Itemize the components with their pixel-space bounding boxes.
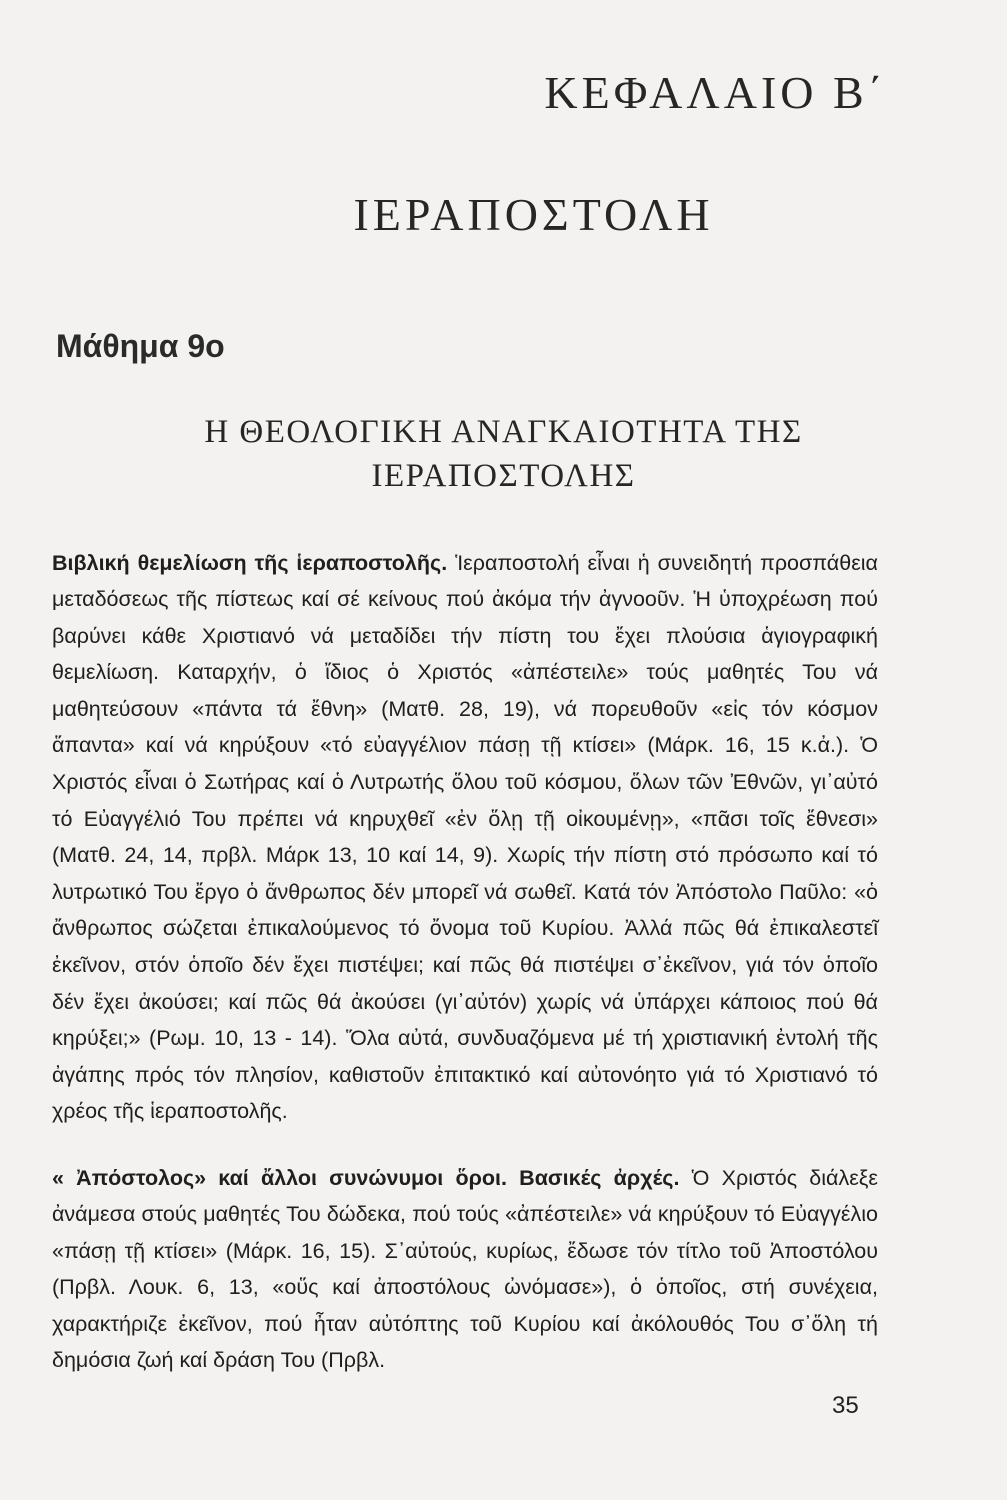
- paragraph-biblical-foundation: [52, 545, 878, 1131]
- paragraph-body: Ὁ Χριστός διάλεξε ἀνάμεσα στούς μαθητές Του δώδεκα, πού τούς «ἀπέστειλε» νά κηρύξουν τό Εὐαγγέλιο «πάσῃ τῇ κτίσει» (Μάρκ. 16, 15). Σ᾿αὐτούς, κυρίως, ἔδωσε τόν τίτλο τοῦ Ἀποστόλου (Πρβλ. Λουκ. 6, 13, «οὕς καί ἀποστόλους ὠνόμασε»), ὁ ὁποῖος, στή συνέχεια, χαρακτήριζε ἐκεῖνον, πού ἦταν αὐτόπτης τοῦ Κυρίου καί ἀκόλουθός Του σ᾿ὅλη τή δημόσια ζωή καί δράση Του (Πρβλ.: [52, 1165, 878, 1373]
- lesson-title-line-1: Η ΘΕΟΛΟΓΙΚΗ ΑΝΑΓΚΑΙΟΤΗΤΑ ΤΗΣ: [204, 414, 803, 450]
- lesson-title-line-2: ΙΕΡΑΠΟΣΤΟΛΗΣ: [371, 458, 636, 494]
- chapter-heading: ΚΕΦΑΛΑΙΟ Β΄: [544, 67, 887, 118]
- section-title: ΙΕΡΑΠΟΣΤΟΛΗ: [353, 189, 714, 240]
- lesson-label: Μάθημα 9ο: [56, 328, 225, 364]
- paragraph-apostle-terms: [52, 1160, 878, 1380]
- page-number: 35: [832, 1392, 859, 1419]
- lesson-title: [60, 410, 947, 498]
- paragraph-lead-heading: Βιβλική θεμελίωση τῆς ἱεραποστολῆς.: [52, 550, 448, 575]
- paragraph-lead-heading: « Ἀπόστολος» καί ἄλλοι συνώνυμοι ὅροι. Βασικές ἀρχές.: [52, 1165, 680, 1190]
- paragraph-body: Ἱεραποστολή εἶναι ἡ συνειδητή προσπάθεια μεταδόσεως τῆς πίστεως καί σέ κείνους πού ἀκόμα τήν ἀγνοοῦν. Ἡ ὑποχρέωση πού βαρύνει κάθε Χριστιανό νά μεταδίδει τήν πίστη του ἔχει πλούσια ἁγιογραφική θεμελίωση. Καταρχήν, ὁ ἴδιος ὁ Χριστός «ἀπέστειλε» τούς μαθητές Του νά μαθητεύσουν «πάντα τά ἔθνη» (Ματθ. 28, 19), νά πορευθοῦν «εἰς τόν κόσμον ἅπαντα» καί νά κηρύξουν «τό εὐαγγέλιον πάσῃ τῇ κτίσει» (Μάρκ. 16, 15 κ.ἀ.). Ὁ Χριστός εἶναι ὁ Σωτήρας καί ὁ Λυτρωτής ὅλου τοῦ κόσμου, ὅλων τῶν Ἐθνῶν, γι᾿αὐτό τό Εὐαγγέλιό Του πρέπει νά κηρυχθεῖ «ἐν ὅλῃ τῇ οἰκουμένῃ», «πᾶσι τοῖς ἔθνεσι» (Ματθ. 24, 14, πρβλ. Μάρκ 13, 10 καί 14, 9). Χωρίς τήν πίστη στό πρόσωπο καί τό λυτρωτικό Του ἔργο ὁ ἄνθρωπος δέν μπορεῖ νά σωθεῖ. Κατά τόν Ἀπόστολο Παῦλο: «ὁ ἄνθρωπος σώζεται ἐπικαλούμενος τό ὄνομα τοῦ Κυρίου. Ἀλλά πῶς θά ἐπικαλεστεῖ ἐκεῖνον, στόν ὁποῖο δέν ἔχει πιστέψει; καί πῶς θά πιστέψει σ᾿ἐκεῖνον, γιά τόν ὁποῖο δέν ἔχει ἀκούσει; καί πῶς θά ἀκούσει (γι᾿αὐτόν) χωρίς νά ὑπάρχει κάποιος πού θά κηρύξει;» (Ρωμ. 10, 13 - 14). Ὅλα αὐτά, συνδυαζόμενα μέ τή χριστιανική ἐντολή τῆς ἀγάπης πρός τόν πλησίον, καθιστοῦν ἐπιτακτικό καί αὐτονόητο γιά τό Χριστιανό τό χρέος τῆς ἱεραποστολῆς.: [52, 550, 878, 1124]
